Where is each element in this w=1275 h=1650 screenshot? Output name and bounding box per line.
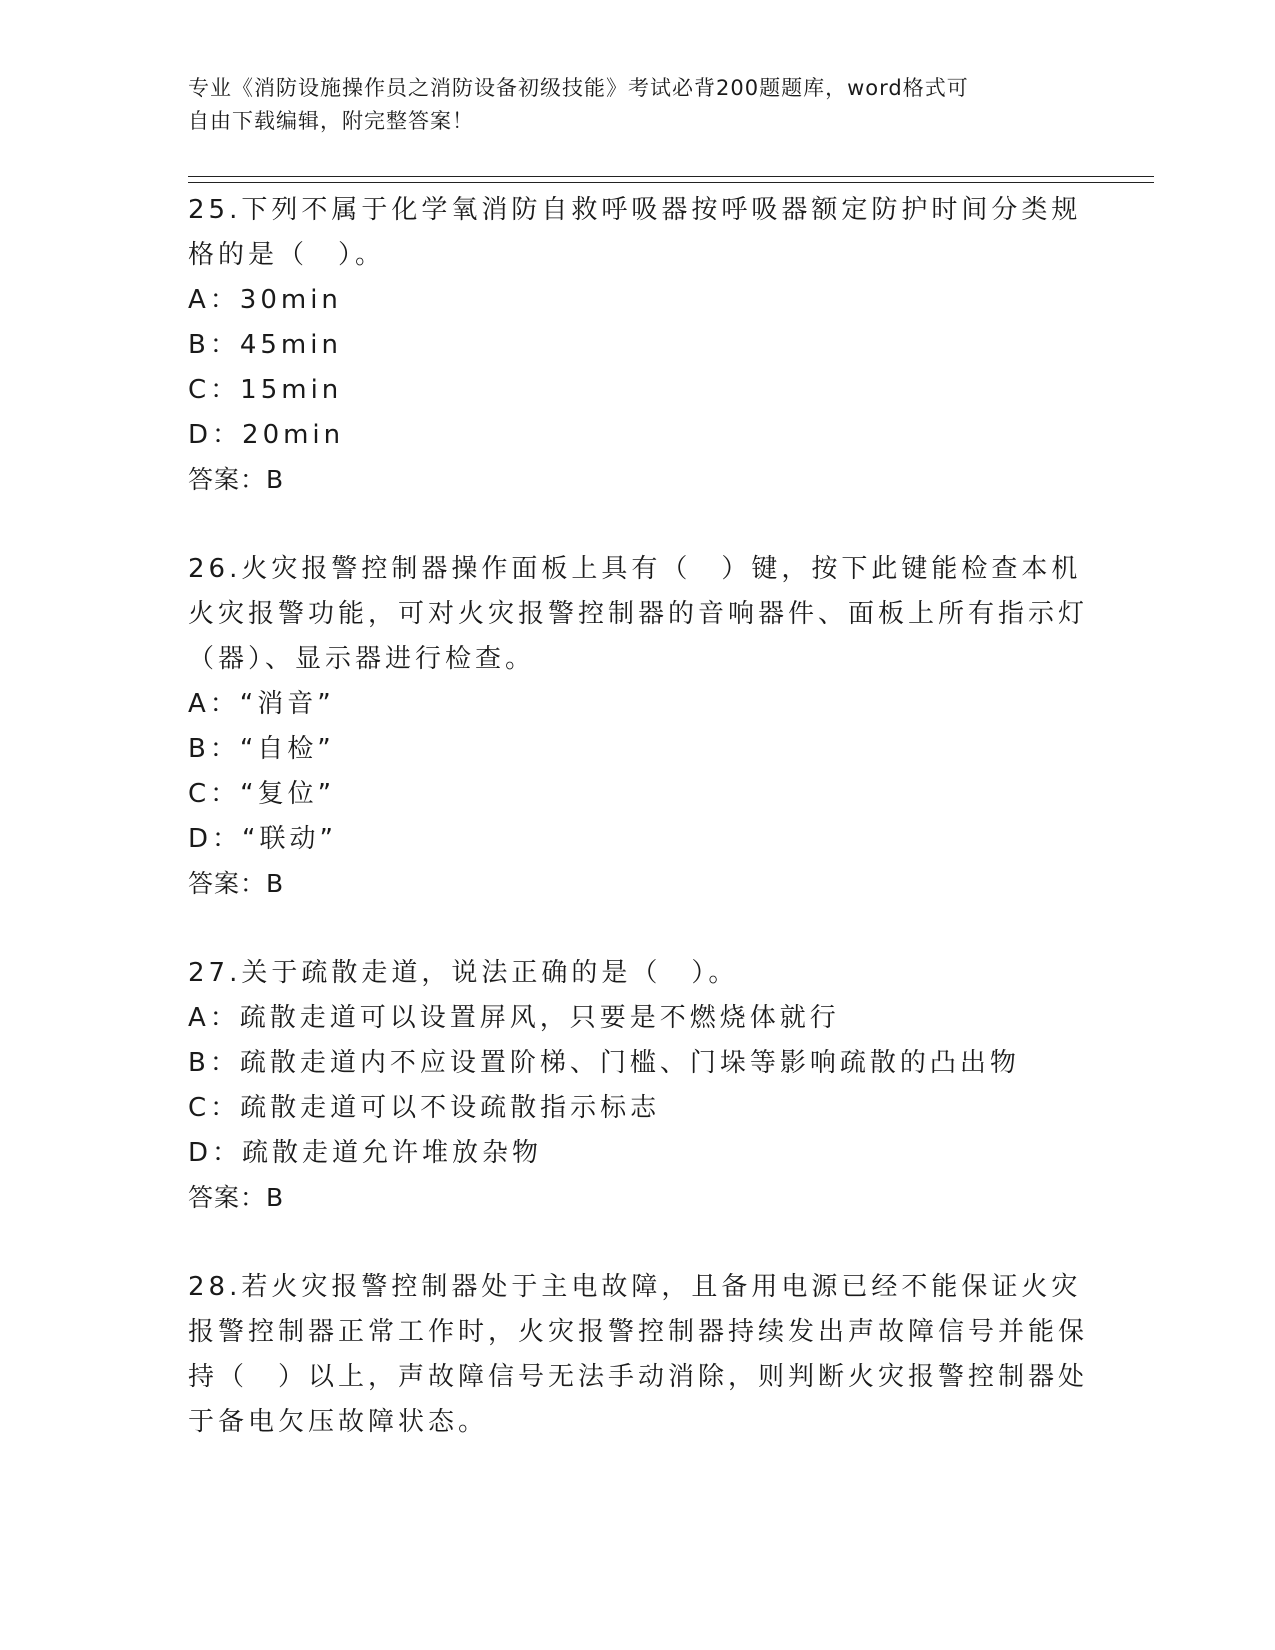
question-list [188, 188, 1088, 1490]
question-stem: 27.关于疏散走道，说法正确的是（ ）。 [188, 958, 739, 988]
option-a: A：疏散走道可以设置屏风，只要是不燃烧体就行 [188, 1003, 840, 1033]
option-d: D：疏散走道允许堆放杂物 [188, 1138, 543, 1168]
answer-line: 答案：B [188, 465, 285, 494]
option-d: D：20min [188, 420, 345, 450]
question-27 [188, 951, 1088, 1220]
question-28 [188, 1265, 1088, 1445]
option-b: B：“自检” [188, 734, 335, 764]
option-b: B：疏散走道内不应设置阶梯、门槛、门垛等影响疏散的凸出物 [188, 1048, 1020, 1078]
option-a: A：30min [188, 285, 342, 315]
question-stem: 25.下列不属于化学氧消防自救呼吸器按呼吸器额定防护时间分类规格的是（ ）。 [188, 195, 1082, 270]
option-b: B：45min [188, 330, 342, 360]
option-c: C：“复位” [188, 779, 336, 809]
option-c: C：15min [188, 375, 343, 405]
option-d: D：“联动” [188, 824, 337, 854]
document-header: 专业《消防设施操作员之消防设备初级技能》考试必背200题题库，word格式可 自由下载编辑，附完整答案！ [188, 76, 969, 133]
question-stem: 26.火灾报警控制器操作面板上具有（ ）键，按下此键能检查本机火灾报警功能，可对火灾报警控制器的音响器件、面板上所有指示灯（器）、显示器进行检查。 [188, 554, 1089, 674]
option-a: A：“消音” [188, 689, 335, 719]
option-c: C：疏散走道可以不设疏散指示标志 [188, 1093, 661, 1123]
answer-line: 答案：B [188, 1183, 285, 1212]
question-stem: 28.若火灾报警控制器处于主电故障，且备用电源已经不能保证火灾报警控制器正常工作时，火灾报警控制器持续发出声故障信号并能保持（ ）以上，声故障信号无法手动消除，则判断火灾报警控制器处于备电欠压故障状态。 [188, 1272, 1089, 1437]
answer-line: 答案：B [188, 869, 285, 898]
header-double-rule [188, 176, 1154, 183]
question-26 [188, 547, 1088, 906]
question-25 [188, 188, 1088, 502]
